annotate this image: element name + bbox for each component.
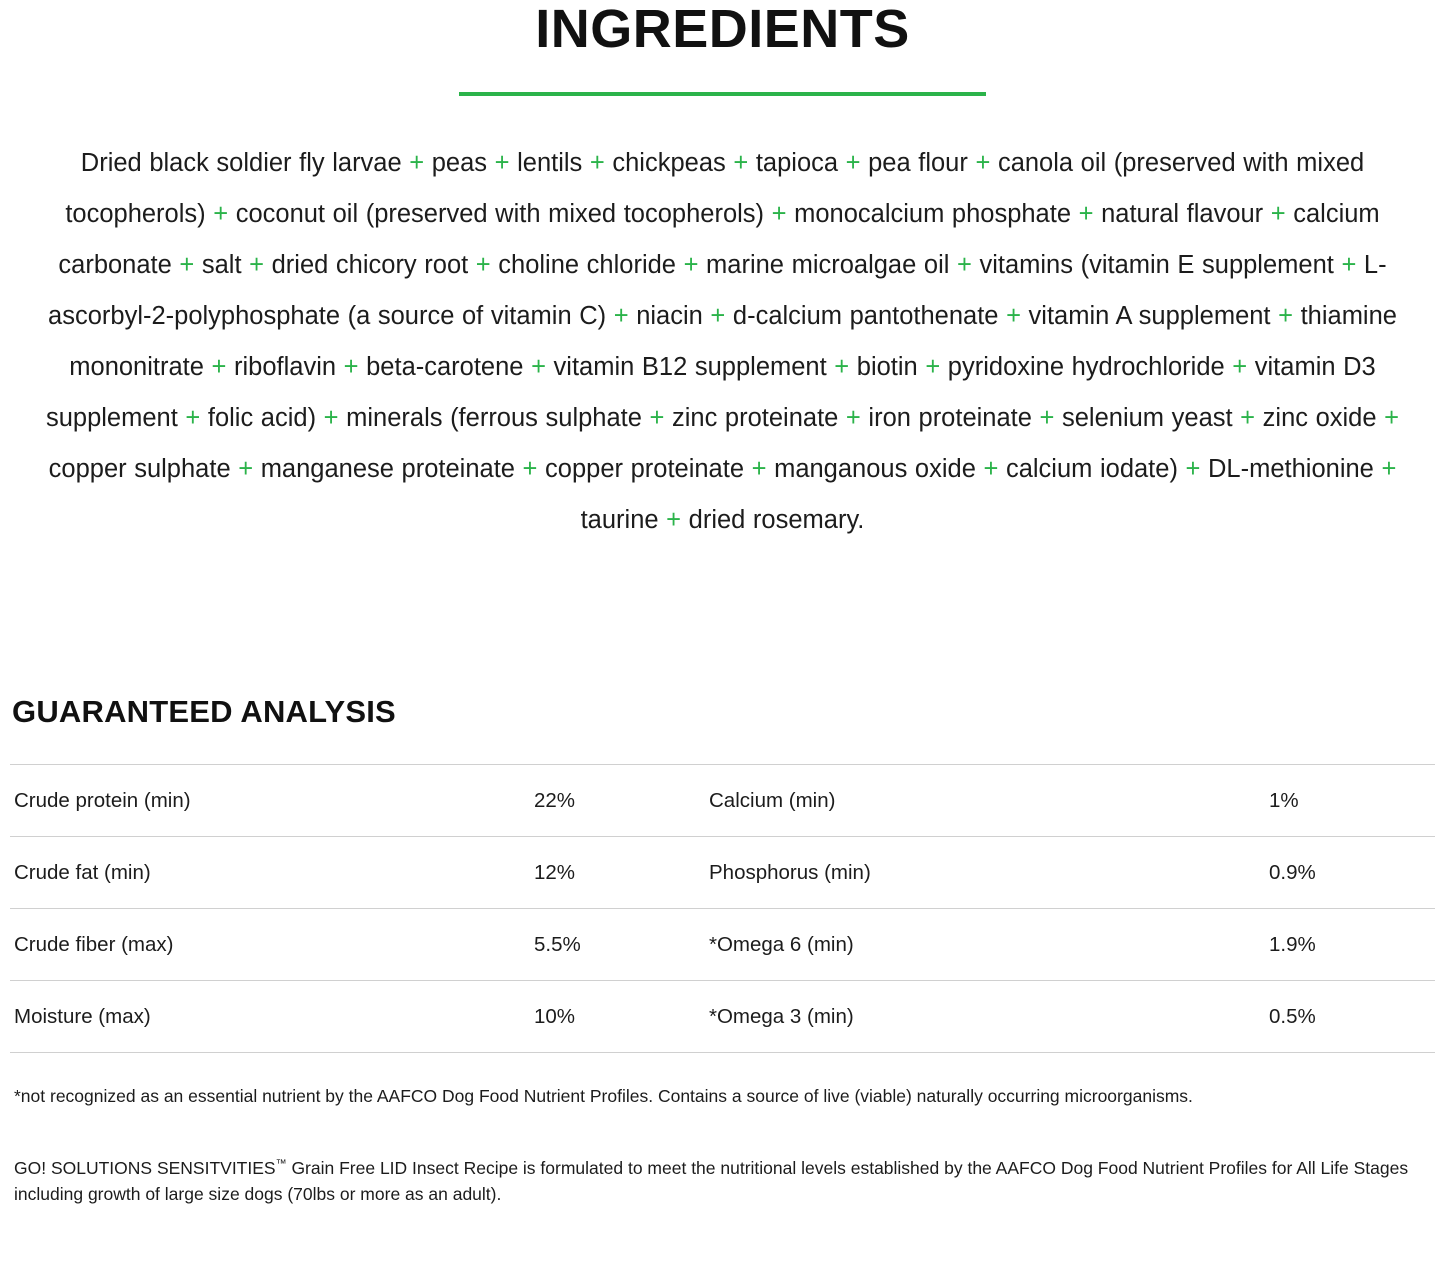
ingredient-item: vitamin B12 supplement: [553, 353, 827, 381]
nutrient-value: 12%: [534, 837, 709, 909]
ingredient-separator: +: [230, 455, 261, 483]
ingredient-separator: +: [401, 149, 432, 177]
guaranteed-analysis-table-body: [10, 765, 1435, 1053]
ingredient-separator: +: [725, 149, 756, 177]
nutrient-value: 0.9%: [1269, 837, 1435, 909]
nutrient-label: Moisture (max): [10, 981, 534, 1053]
ingredient-item: salt: [201, 251, 242, 279]
ingredient-separator: +: [177, 404, 208, 432]
table-row: [10, 765, 1435, 837]
ingredient-item: lentils: [517, 149, 583, 177]
nutrient-value: 1.9%: [1269, 909, 1435, 981]
ingredient-item: dried rosemary.: [688, 506, 865, 534]
ingredient-separator: +: [1031, 404, 1062, 432]
aafco-statement-body: Grain Free LID Insect Recipe is formulated to meet the nutritional levels established by the AAFCO Dog Food Nutrient Profiles for All Life Stages including growth of large size dogs (70lbs or more as an adult).: [14, 1158, 1409, 1204]
ingredient-separator: +: [967, 149, 998, 177]
ingredient-item: pea flour: [868, 149, 968, 177]
ingredient-separator: +: [838, 404, 869, 432]
ingredient-item: natural flavour: [1101, 200, 1264, 228]
ingredient-item: choline chloride: [498, 251, 676, 279]
ingredient-item: dried chicory root: [271, 251, 469, 279]
ingredient-separator: +: [203, 353, 234, 381]
ingredient-item: zinc proteinate: [671, 404, 839, 432]
ingredient-separator: +: [702, 302, 733, 330]
ingredients-paragraph: [23, 138, 1423, 546]
aafco-statement: [10, 1155, 1439, 1207]
ingredient-item: d-calcium pantothenate: [732, 302, 999, 330]
ingredient-item: tapioca: [755, 149, 839, 177]
trademark-symbol: ™: [275, 1158, 287, 1171]
ingredient-separator: +: [838, 149, 869, 177]
page-title: INGREDIENTS: [535, 0, 910, 59]
ingredient-separator: +: [241, 251, 272, 279]
ingredient-item: pyridoxine hydrochloride: [947, 353, 1225, 381]
table-row: [10, 981, 1435, 1053]
ingredient-item: vitamin D3 supplement: [45, 353, 1376, 432]
ingredient-separator: +: [1177, 455, 1209, 483]
ingredient-separator: +: [316, 404, 347, 432]
ingredient-item: niacin: [636, 302, 703, 330]
guaranteed-analysis-title: GUARANTEED ANALYSIS: [12, 694, 396, 729]
nutrient-label: *Omega 6 (min): [709, 909, 1269, 981]
table-row: [10, 837, 1435, 909]
ingredient-item: manganous oxide: [774, 455, 976, 483]
ingredient-separator: +: [171, 251, 202, 279]
ingredient-separator: +: [1373, 455, 1397, 483]
ingredient-separator: +: [658, 506, 689, 534]
ingredient-item: vitamin A supplement: [1028, 302, 1271, 330]
ingredient-item: coconut oil (preserved with mixed tocopherols): [235, 200, 765, 228]
nutrient-value: 22%: [534, 765, 709, 837]
nutrient-value: 10%: [534, 981, 709, 1053]
ingredient-item: Dried black soldier fly larvae: [80, 149, 402, 177]
ingredient-item: minerals (ferrous sulphate: [346, 404, 642, 432]
nutrient-label: Crude fat (min): [10, 837, 534, 909]
nutrient-value: 0.5%: [1269, 981, 1435, 1053]
aafco-statement-brand: GO! SOLUTIONS SENSITVITIES: [14, 1158, 276, 1178]
ingredient-item: vitamins (vitamin E supplement: [979, 251, 1334, 279]
ingredient-item: marine microalgae oil: [706, 251, 950, 279]
ingredient-item: selenium yeast: [1062, 404, 1233, 432]
ingredient-separator: +: [1270, 302, 1301, 330]
ingredient-item: thiamine mononitrate: [69, 302, 1397, 381]
ingredient-separator: +: [582, 149, 613, 177]
nutrient-label: Phosphorus (min): [709, 837, 1269, 909]
ingredient-separator: +: [949, 251, 980, 279]
ingredient-separator: +: [336, 353, 367, 381]
ingredient-item: iron proteinate: [868, 404, 1032, 432]
ingredient-item: monocalcium phosphate: [794, 200, 1072, 228]
table-row: [10, 909, 1435, 981]
ingredient-item: L-ascorbyl-2-polyphosphate (a source of vitamin C): [48, 251, 1387, 330]
ingredient-separator: +: [975, 455, 1006, 483]
nutrient-footnote: *not recognized as an essential nutrient by the AAFCO Dog Food Nutrient Profiles. Contains a source of live (viable) naturally occurring microorganisms.: [14, 1086, 1193, 1106]
ingredient-item: folic acid): [207, 404, 317, 432]
ingredient-separator: +: [641, 404, 672, 432]
ingredient-item: zinc oxide: [1262, 404, 1377, 432]
ingredient-separator: +: [468, 251, 499, 279]
ingredients-header: [10, 0, 1435, 96]
ingredient-item: biotin: [856, 353, 918, 381]
ingredient-separator: +: [1071, 200, 1102, 228]
ingredient-separator: +: [523, 353, 554, 381]
ingredient-separator: +: [675, 251, 707, 279]
ingredient-separator: +: [514, 455, 546, 483]
ingredient-separator: +: [917, 353, 948, 381]
guaranteed-analysis-section: [10, 694, 1435, 1207]
ingredient-item: chickpeas: [612, 149, 726, 177]
ingredient-item: canola oil (preserved with mixed tocopherols): [65, 149, 1365, 228]
ingredient-item: calcium carbonate: [58, 200, 1380, 279]
ingredient-item: manganese proteinate: [260, 455, 515, 483]
ingredient-item: taurine: [580, 506, 659, 534]
nutrient-label: *Omega 3 (min): [709, 981, 1269, 1053]
ingredient-separator: +: [1224, 353, 1255, 381]
ingredient-separator: +: [1376, 404, 1400, 432]
ingredient-separator: +: [487, 149, 518, 177]
nutrient-label: Crude fiber (max): [10, 909, 534, 981]
title-underline-rule: [459, 92, 986, 96]
guaranteed-analysis-table: [10, 764, 1435, 1053]
ingredient-item: DL-methionine: [1208, 455, 1374, 483]
ingredient-separator: +: [1232, 404, 1263, 432]
ingredient-separator: +: [205, 200, 236, 228]
ingredient-item: calcium iodate): [1005, 455, 1178, 483]
nutrient-label: Crude protein (min): [10, 765, 534, 837]
nutrient-value: 5.5%: [534, 909, 709, 981]
ingredient-item: copper proteinate: [545, 455, 745, 483]
ingredient-separator: +: [606, 302, 637, 330]
ingredient-item: copper sulphate: [48, 455, 231, 483]
ingredient-separator: +: [744, 455, 775, 483]
nutrient-label: Calcium (min): [709, 765, 1269, 837]
ingredient-separator: +: [1333, 251, 1364, 279]
ingredient-separator: +: [998, 302, 1029, 330]
ingredient-separator: +: [1263, 200, 1294, 228]
ingredient-separator: +: [826, 353, 857, 381]
ingredient-separator: +: [764, 200, 795, 228]
ingredient-item: beta-carotene: [366, 353, 524, 381]
ingredient-item: riboflavin: [234, 353, 337, 381]
ingredient-item: peas: [431, 149, 488, 177]
nutrient-value: 1%: [1269, 765, 1435, 837]
